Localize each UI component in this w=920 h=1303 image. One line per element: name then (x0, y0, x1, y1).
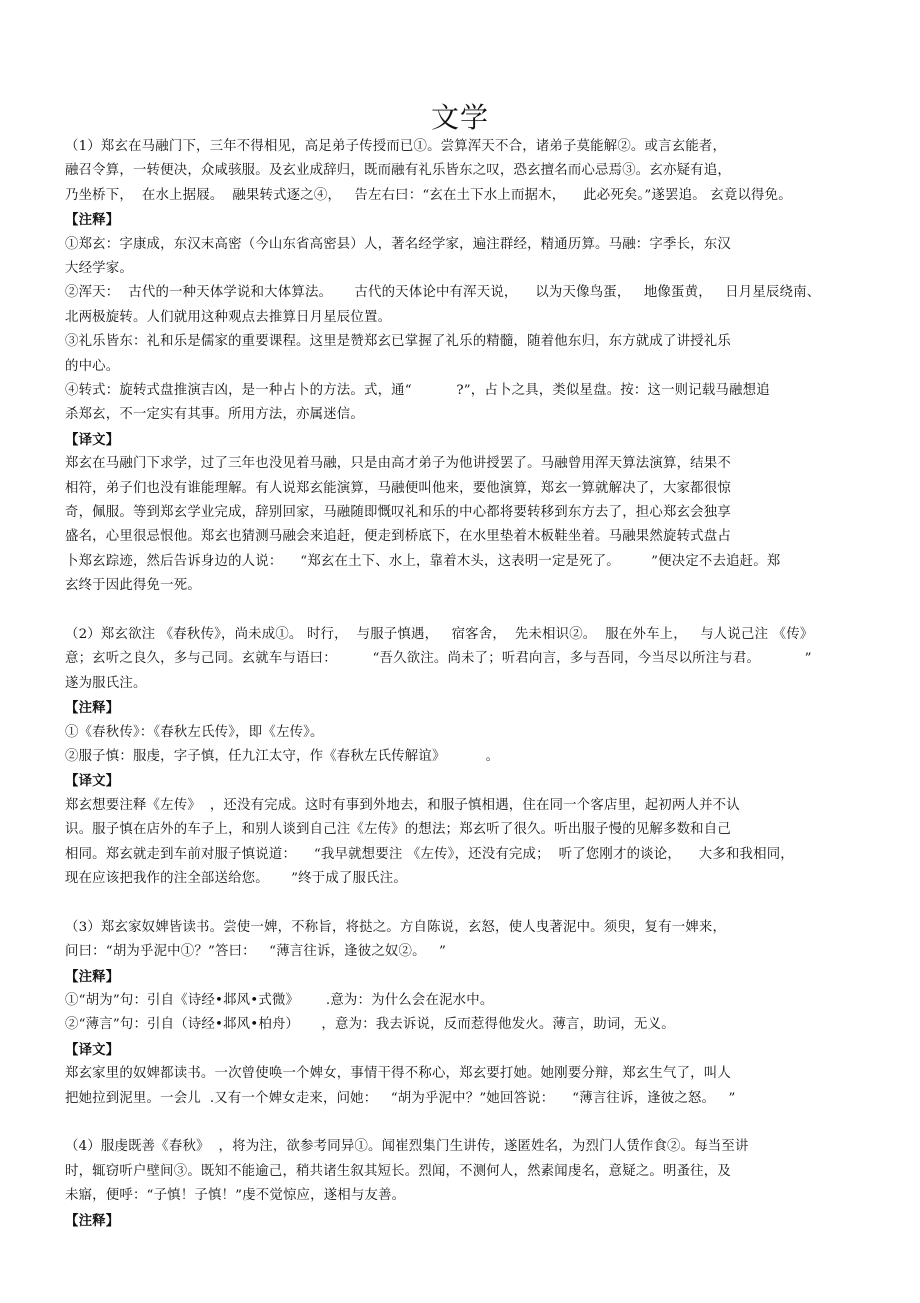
section-heading: 【注释】 (65, 212, 120, 229)
note-line: ①《春秋传》：《春秋左氏传》，即《左传》。 (65, 724, 324, 740)
body-text-line: 卜郑玄踪迹，然后告诉身边的人说： “郑玄在土下、水上，靠着木头，这表明一定是死了。 ”便决定不去追赶。郑 (65, 553, 781, 569)
body-text-line: 奇，佩服。等到郑玄学业完成，辞别回家，马融随即慨叹礼和乐的中心都将要转移到东方去了，担心郑玄会独享 (65, 505, 731, 520)
body-text-line: 意；玄听之良久，多与己同。玄就车与语曰： “吾久欲注。尚未了；听君向言，多与吾同，今当尽以所注与君。 ” (65, 651, 812, 667)
note-line: ④转式：旋转式盘推演吉凶，是一种占卜的方法。式，通“ ?”，占卜之具，类似星盘。按：这一则记载马融想追 (65, 383, 770, 398)
body-text-line: 郑玄家里的奴婢都读书。一次曾使唤一个婢女，事情干得不称心，郑玄要打她。她刚要分辩，郑玄生气了，叫人 (65, 1066, 731, 1082)
passage-first-line: （3）郑玄家奴婢皆读书。尝使一婢，不称旨，将挞之。方自陈说，玄怒，使人曳著泥中。须臾，复有一婢来， (65, 919, 727, 935)
body-text-line: 的中心。 (65, 358, 120, 374)
section-heading: 【注释】 (65, 1212, 120, 1229)
body-text-line: 相同。郑玄就走到车前对服子慎说道： “我早就想要注 《左传》，还没有完成； 听了您刚才的谈论， 大多和我相同， (65, 846, 794, 862)
body-text-line: 大经学家。 (65, 261, 133, 276)
body-text-line: 时，辄窃听户壁间③。既知不能逾己，稍共诸生叙其短长。烈闻，不测何人，然素闻虔名，意疑之。明蚤往，及 (65, 1163, 731, 1179)
passage-first-line: （4）服虔既善《春秋》 ，将为注，欲参考同异①。闻崔烈集门生讲传，遂匿姓名，为烈门人赁作食②。每当至讲 (65, 1139, 749, 1155)
section-heading: 【注释】 (65, 700, 120, 717)
body-text-line: 盛名，心里很忌恨他。郑玄也猜测马融会来追赶，便走到桥底下，在水里垫着木板鞋坐着。马融果然旋转式盘占 (65, 529, 731, 545)
body-text-line: 相符，弟子们也没有谁能理解。有人说郑玄能演算，马融便叫他来，要他演算，郑玄一算就解决了，大家都很惊 (65, 480, 731, 496)
section-heading: 【注释】 (65, 968, 120, 985)
body-text-line: 把她拉到泥里。一会儿 .又有一个婢女走来，问她： “胡为乎泥中？”她回答说： “薄言往诉，逢彼之怒。 ” (65, 1090, 736, 1106)
note-line: ②服子慎：服虔，字子慎，任九江太守，作《春秋左氏传解谊》 。 (65, 749, 500, 764)
body-text-line: 问曰：“胡为乎泥中①？”答曰： “薄言往诉，逢彼之奴②。 ” (65, 944, 447, 960)
note-line: ③礼乐皆东：礼和乐是儒家的重要课程。这里是赞郑玄已掌握了礼乐的精髓，随着他东归，东方就成了讲授礼乐 (65, 334, 731, 350)
body-text-line: 郑玄在马融门下求学，过了三年也没见着马融，只是由高才弟子为他讲授罢了。马融曾用浑天算法演算，结果不 (65, 456, 731, 472)
section-heading: 【译文】 (65, 1041, 120, 1058)
body-text-line: 现在应该把我作的注全部送给您。 ”终于成了服氏注。 (65, 871, 407, 886)
body-text-line: 未寤，便呼：“子慎！子慎！”虔不觉惊应，遂相与友善。 (65, 1188, 406, 1204)
section-heading: 【译文】 (65, 431, 120, 448)
section-heading: 【译文】 (65, 773, 120, 790)
note-line: ①郑玄：字康成，东汉末高密（今山东省高密县）人，著名经学家，遍注群经，精通历算。马融：字季长，东汉 (65, 236, 731, 252)
note-line: ②“薄言”句：引自（诗经•邶风•柏舟） ，意为：我去诉说，反而惹得他发火。薄言，助词，无义。 (65, 1017, 675, 1033)
page-title: 文学 (430, 101, 489, 134)
note-line: ①“胡为”句：引自《诗经•邶风•式微》 .意为：为什么会在泥水中。 (65, 993, 494, 1008)
body-text-line: 乃坐桥下， 在水上据屐。 融果转式逐之④， 告左右曰：“玄在土下水上而据木， 此必死矣。”遂罢追。 玄竟以得免。 (65, 187, 792, 203)
body-text-line: 玄终于因此得免一死。 (65, 578, 201, 594)
body-text-line: 郑玄想要注释《左传》 ，还没有完成。这时有事到外地去，和服子慎相遇，住在同一个客店里，起初两人并不认 (65, 797, 740, 813)
passage-first-line: （1）郑玄在马融门下，三年不得相见，高足弟子传授而已①。尝算浑天不合，诸弟子莫能解②。或言玄能者， (65, 139, 727, 154)
passage-first-line: （2）郑玄欲注 《春秋传》，尚未成①。 时行， 与服子慎遇， 宿客舍， 先未相识②。 服在外车上， 与人说己注 《传》 (65, 627, 814, 642)
note-line: ②浑天： 古代的一种天体学说和大体算法。 古代的天体论中有浑天说， 以为天像鸟蛋， 地像蛋黄， 日月星辰绕南、 (65, 285, 821, 301)
body-text-line: 北两极旋转。人们就用这种观点去推算日月星辰位置。 (65, 309, 392, 325)
body-text-line: 识。服子慎在店外的车子上，和别人谈到自己注《左传》的想法；郑玄听了很久。听出服子慢的见解多数和自己 (65, 822, 731, 838)
body-text-line: 杀郑玄，不一定实有其事。所用方法，亦属迷信。 (65, 407, 364, 423)
body-text-line: 遂为服氏注。 (65, 675, 147, 691)
body-text-line: 融召令算，一转便决，众咸骇服。及玄业成辞归，既而融有礼乐皆东之叹，恐玄擅名而心忌焉③。玄亦疑有追， (65, 163, 731, 179)
